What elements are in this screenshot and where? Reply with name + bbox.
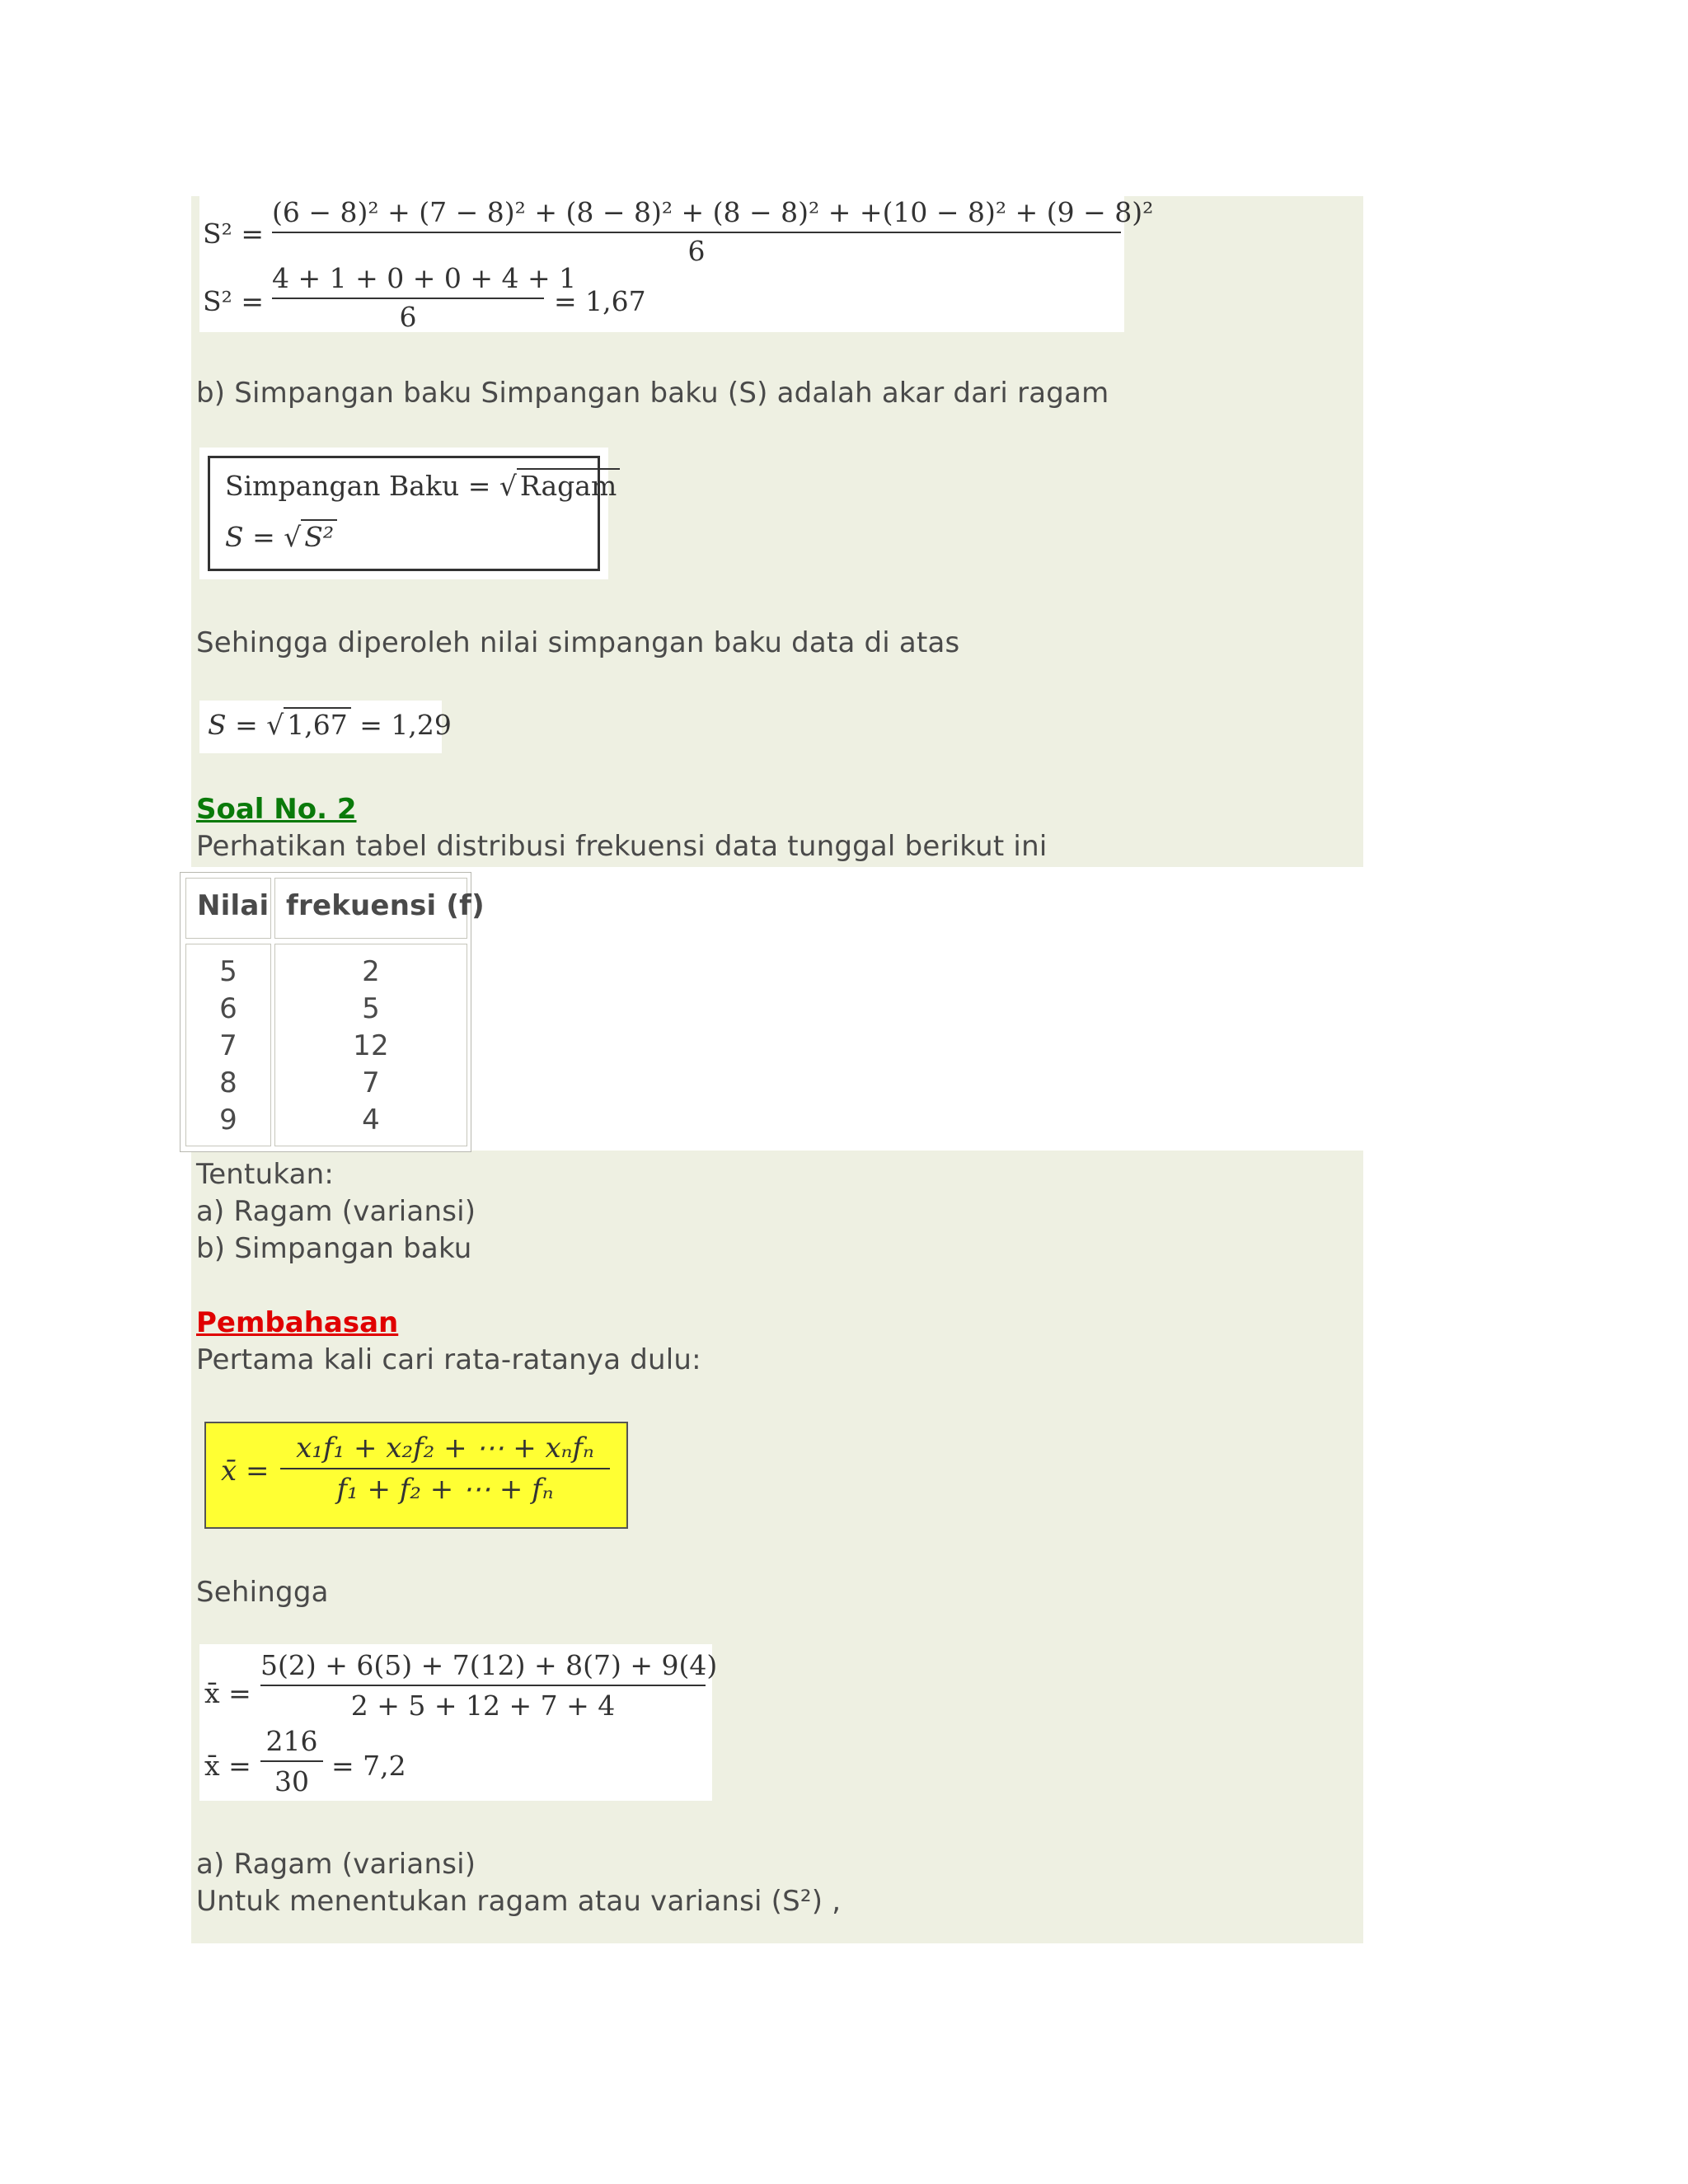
ragam-intro: Untuk menentukan ragam atau variansi (S²) , — [196, 1885, 842, 1918]
table-cell: 7 — [362, 1066, 380, 1099]
sqrt-ragam: √ Ragam — [499, 470, 620, 502]
pembahasan-heading[interactable]: Pembahasan — [196, 1306, 399, 1339]
mean-calc-denominator: 2 + 5 + 12 + 7 + 4 — [350, 1690, 616, 1722]
variance-sum-denominator: 6 — [399, 301, 417, 333]
sqrt-167: √ 1,67 — [266, 709, 351, 741]
variance-sum-numerator: 4 + 1 + 0 + 0 + 4 + 1 — [272, 262, 544, 299]
mean-calc-numerator: 5(2) + 6(5) + 7(12) + 8(7) + 9(4) — [260, 1649, 706, 1686]
variance-formula — [199, 196, 1154, 333]
s2-radicand: S² — [301, 519, 337, 553]
std-result-lhs: S = — [208, 709, 258, 741]
table-cell: 12 — [353, 1029, 389, 1062]
std-box-label: Simpangan Baku = — [225, 470, 491, 502]
sqrt-s2: √ S² — [284, 521, 337, 553]
sehingga-text: Sehingga — [196, 1576, 329, 1609]
std-formula-box — [199, 448, 617, 579]
variance-lhs-1: S² = — [203, 218, 264, 250]
std-box-s: S = — [225, 521, 275, 553]
mean-intro-text: Pertama kali cari rata-ratanya dulu: — [196, 1343, 701, 1376]
content-panel-bottom — [191, 1151, 1363, 1943]
table-cell: 5 — [362, 992, 380, 1025]
tentukan-b: b) Simpangan baku — [196, 1232, 472, 1265]
mean-216: 216 — [260, 1725, 323, 1762]
table-cell: 4 — [362, 1104, 380, 1137]
frekuensi-column — [274, 954, 467, 1139]
mean-calculation-formula — [199, 1644, 718, 1801]
mean-lhs: x̄ = — [221, 1455, 270, 1488]
variance-numerator: (6 − 8)² + (7 − 8)² + (8 − 8)² + (8 − 8)² + +(10 − 8)² + (9 − 8)² — [272, 196, 1121, 233]
std-result-rhs: = 1,29 — [359, 709, 452, 741]
tentukan-label: Tentukan: — [196, 1158, 335, 1191]
table-cell: 6 — [219, 992, 237, 1025]
variance-lhs-2: S² = — [203, 285, 264, 317]
header-frekuensi: frekuensi (f) — [286, 889, 485, 922]
soal-heading[interactable]: Soal No. 2 — [196, 793, 357, 826]
mean-result: = 7,2 — [331, 1750, 406, 1782]
frequency-table — [180, 872, 485, 1152]
table-cell: 9 — [219, 1104, 237, 1137]
mean-calc-lhs-2: x̄ = — [204, 1750, 251, 1782]
mean-denominator: f₁ + f₂ + ⋯ + fₙ — [336, 1473, 554, 1506]
header-nilai: Nilai — [197, 889, 270, 922]
std-result-formula — [199, 701, 452, 753]
std-definition-text: b) Simpangan baku Simpangan baku (S) adalah akar dari ragam — [196, 377, 1109, 410]
table-cell: 2 — [362, 955, 380, 988]
table-cell: 5 — [219, 955, 237, 988]
ragam-heading: a) Ragam (variansi) — [196, 1848, 476, 1881]
mean-calc-lhs-1: x̄ = — [204, 1677, 251, 1709]
variance-result: = 1,67 — [554, 285, 646, 317]
mean-30: 30 — [274, 1765, 309, 1797]
table-cell: 7 — [219, 1029, 237, 1062]
nilai-column — [185, 954, 271, 1139]
soal-intro: Perhatikan tabel distribusi frekuensi data tunggal berikut ini — [196, 830, 1048, 863]
variance-denominator: 6 — [687, 235, 706, 267]
ragam-radicand: Ragam — [517, 468, 620, 502]
std-result-text: Sehingga diperoleh nilai simpangan baku data di atas — [196, 626, 960, 659]
mean-formula-box — [204, 1422, 628, 1529]
table-cell: 8 — [219, 1066, 237, 1099]
tentukan-a: a) Ragam (variansi) — [196, 1195, 476, 1228]
radicand-167: 1,67 — [284, 707, 350, 741]
mean-numerator: x₁f₁ + x₂f₂ + ⋯ + xₙfₙ — [280, 1432, 610, 1469]
